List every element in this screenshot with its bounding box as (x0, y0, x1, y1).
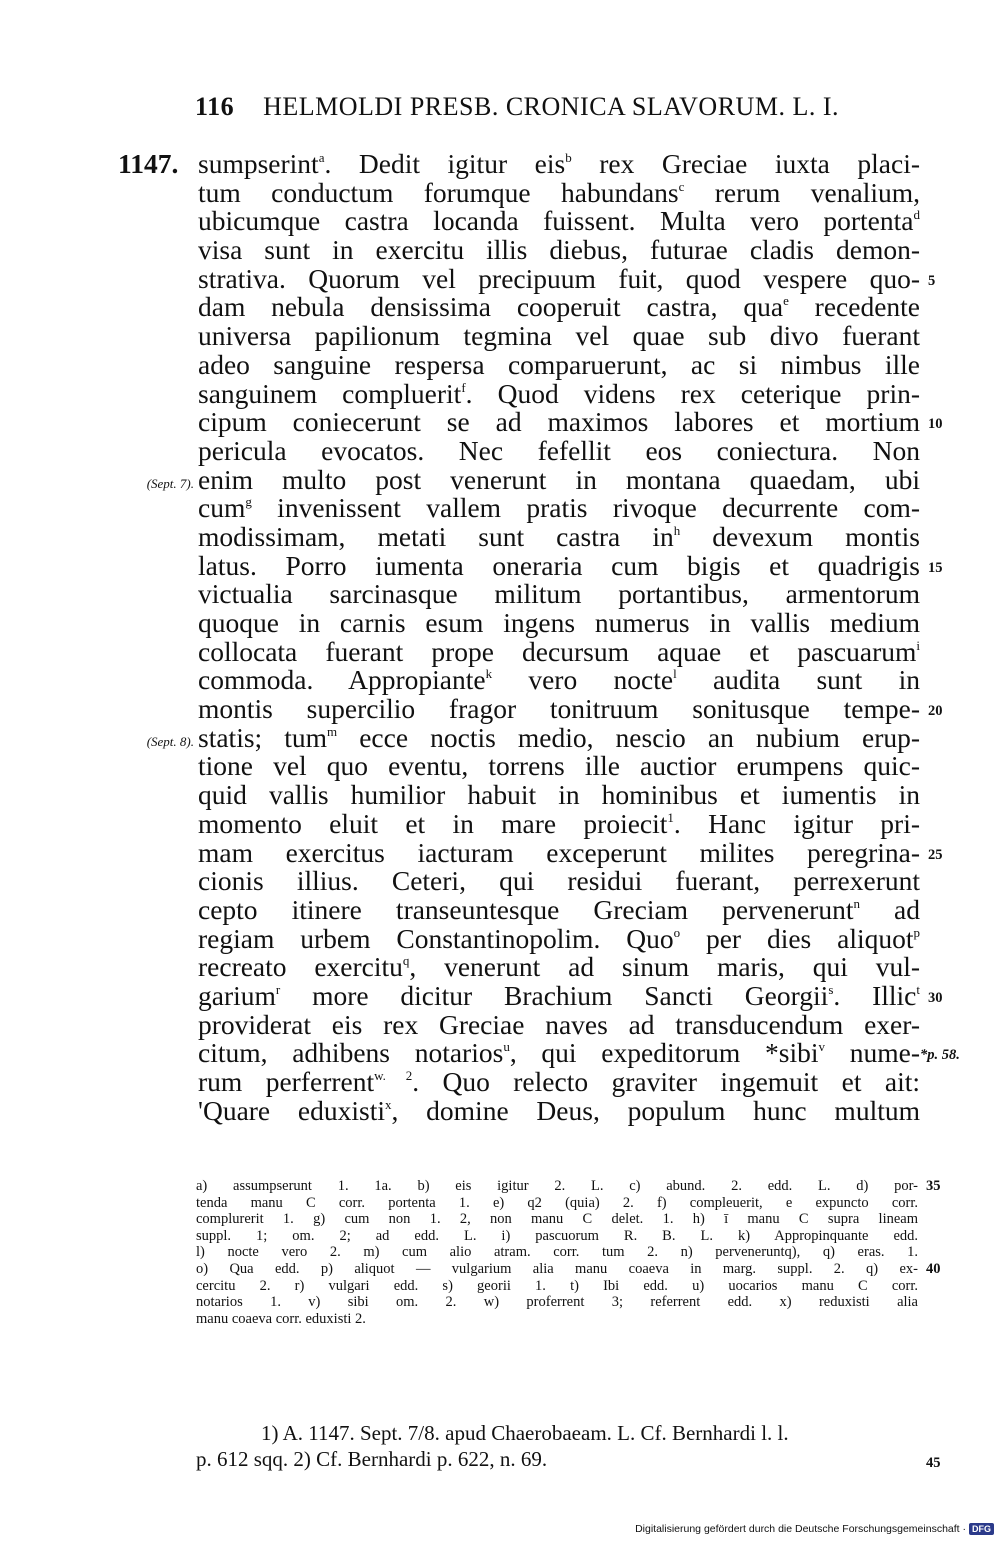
margin-date: (Sept. 8). (146, 733, 194, 749)
text-line: garium$^r$ more dicitur Brachium Sancti Georgii$^s$. Illic$^t$ 30 (198, 979, 943, 1011)
line-number: 40 (926, 1260, 941, 1277)
apparatus-line: manu coaeva corr. eduxisti 2. (196, 1310, 366, 1327)
text-line: cionis illius. Ceteri, qui residui fuerant, perrexerunt (198, 865, 920, 897)
apparatus-line: suppl. 1; om. 2; ad edd. L. i) pascuorum R. B. L. k) Appropinquante edd. (196, 1227, 918, 1244)
text-line: rum perferrent$^{w. 2}$. Quo relecto graviter ingemuit et ait: (198, 1066, 920, 1097)
line-number: 35 (926, 1178, 941, 1194)
running-header (195, 92, 915, 122)
text-line: providerat eis rex Greciae naves ad transducendum exer- (198, 1008, 920, 1040)
critical-apparatus (196, 1178, 941, 1327)
text-line: momento eluit et in mare proiecit$^1$. Hanc igitur pri- (198, 807, 920, 839)
text-line: adeo sanguine respersa comparuerunt, ac si nimbus ille (198, 348, 920, 380)
text-line: 'Quare eduxisti$^x$, domine Deus, populum hunc multum (198, 1094, 920, 1126)
apparatus-line: l) nocte vero 2. m) cum alio atram. corr. tum 2. n) perveneruntq), q) eras. 1. (196, 1244, 918, 1261)
apparatus-line: tenda manu C corr. portenta 1. e) q2 (quia) 2. f) compleuerit, e expuncto corr. (196, 1194, 918, 1211)
text-line: tione vel quo eventu, torrens ille auctior erumpens quic- (198, 750, 920, 782)
apparatus-line: cercitu 2. r) vulgari edd. s) georii 1. t) Ibi edd. u) uocarios manu C corr. (196, 1277, 918, 1294)
text-line: dam nebula densissima cooperuit castra, qua$^e$ recedente (198, 291, 921, 323)
margin-date: (Sept. 7). (146, 475, 194, 491)
line-number: 10 (928, 416, 943, 433)
line-number: 45 (926, 1455, 941, 1471)
page-reference: *p. 58. (920, 1047, 960, 1064)
text-line: cum$^g$ invenissent vallem pratis rivoque decurrente com- (198, 492, 920, 524)
text-line: visa sunt in exercitu illis diebus, futurae cladis demon- (198, 234, 920, 266)
line-number: 25 (928, 846, 943, 863)
text-line: quoque in carnis esum ingens numerus in vallis medium (198, 607, 920, 638)
footnotes (196, 1420, 941, 1472)
text-line: montis supercilio fragor tonitruum sonitusque tempe- 20 (198, 693, 943, 725)
apparatus-line: complurerit 1. g) cum non 1. 2, non manu C delet. 1. h) ī manu C supra lineam (196, 1211, 918, 1228)
text-line: mam exercitus iacturam exceperunt milites peregrina- 25 (198, 836, 943, 868)
digitization-credit (635, 1523, 994, 1535)
apparatus-line: a) assumpserunt 1. 1a. b) eis igitur 2. L. c) abund. 2. edd. L. d) por- 35 (196, 1178, 941, 1194)
text-line: sanguinem compluerit$^f$. Quod videns rex ceterique prin- (198, 377, 920, 409)
text-line: pericula evocatos. Nec fefellit eos coniectura. Non (198, 434, 920, 466)
text-line: collocata fuerant prope decursum aquae et pascuarum$^i$ (198, 635, 920, 667)
year-marker: 1147. (118, 148, 179, 179)
text-line: cipum coniecerunt se ad maximos labores et mortium 10 (198, 406, 943, 438)
line-number: 20 (928, 703, 943, 720)
text-line: 1147. sumpserint$^a$. Dedit igitur eis$^b$ rex Greciae iuxta placi- (118, 148, 920, 179)
main-text (118, 148, 960, 1126)
line-number: 30 (928, 989, 943, 1006)
text-line: (Sept. 7). enim multo post venerunt in montana quaedam, ubi (198, 466, 920, 495)
text-line: victualia sarcinasque militum portantibus, armentorum (198, 578, 920, 610)
line-number: 15 (928, 559, 943, 576)
dfg-logo: DFG (969, 1523, 994, 1535)
text-line: tum conductum forumque habundans$^c$ rerum venalium, (198, 176, 920, 208)
footnote-line: 1) A. 1147. Sept. 7/8. apud Chaerobaeam. L. Cf. Bernhardi l. l. (261, 1421, 789, 1445)
text-line: regiam urbem Constantinopolim. Quo$^o$ per dies aliquot$^p$ (198, 922, 920, 954)
apparatus-line: o) Qua edd. p) aliquot — vulgarium alia manu coaeva in marg. suppl. 2. q) ex- 40 (196, 1260, 941, 1277)
line-number: 5 (928, 272, 936, 289)
footnote-line: p. 612 sqq. 2) Cf. Bernhardi p. 622, n. 69. 45 (196, 1446, 918, 1472)
text-line: (Sept. 8). statis; tum$^m$ ecce noctis medio, nescio an nubium erup- (198, 724, 920, 753)
text-line: cepto itinere transeuntesque Greciam pervenerunt$^n$ ad (198, 893, 920, 925)
credit-text: Digitalisierung gefördert durch die Deutsche Forschungsgemeinschaft · (635, 1523, 966, 1535)
text-line: strativa. Quorum vel precipuum fuit, quod vespere quo- 5 (198, 262, 936, 294)
page-number: 116 (195, 92, 235, 121)
text-line: citum, adhibens notarios$^u$, qui expeditorum *sibi$^v$ nume- *p. 58. (198, 1037, 960, 1069)
text-line: latus. Porro iumenta oneraria cum bigis et quadrigis 15 (198, 549, 943, 581)
text-line: recreato exercitu$^q$, venerunt ad sinum maris, qui vul- (198, 951, 920, 983)
text-line: quid vallis humilior habuit in hominibus et iumentis in (198, 779, 920, 811)
text-line: ubicumque castra locanda fuissent. Multa vero portenta$^d$ (198, 205, 920, 237)
apparatus-line: notarios 1. v) sibi om. 2. w) proferrent 3; referrent edd. x) reduxisti alia (196, 1294, 918, 1311)
text-line: commoda. Appropiante$^k$ vero nocte$^l$ audita sunt in (198, 664, 920, 696)
header-title: HELMOLDI PRESB. CRONICA SLAVORUM. L. I. (263, 92, 839, 121)
text-line: modissimam, metati sunt castra $in^h$ devexum montis (198, 520, 920, 552)
text-line: universa papilionum tegmina vel quae sub divo fuerant (198, 320, 920, 352)
